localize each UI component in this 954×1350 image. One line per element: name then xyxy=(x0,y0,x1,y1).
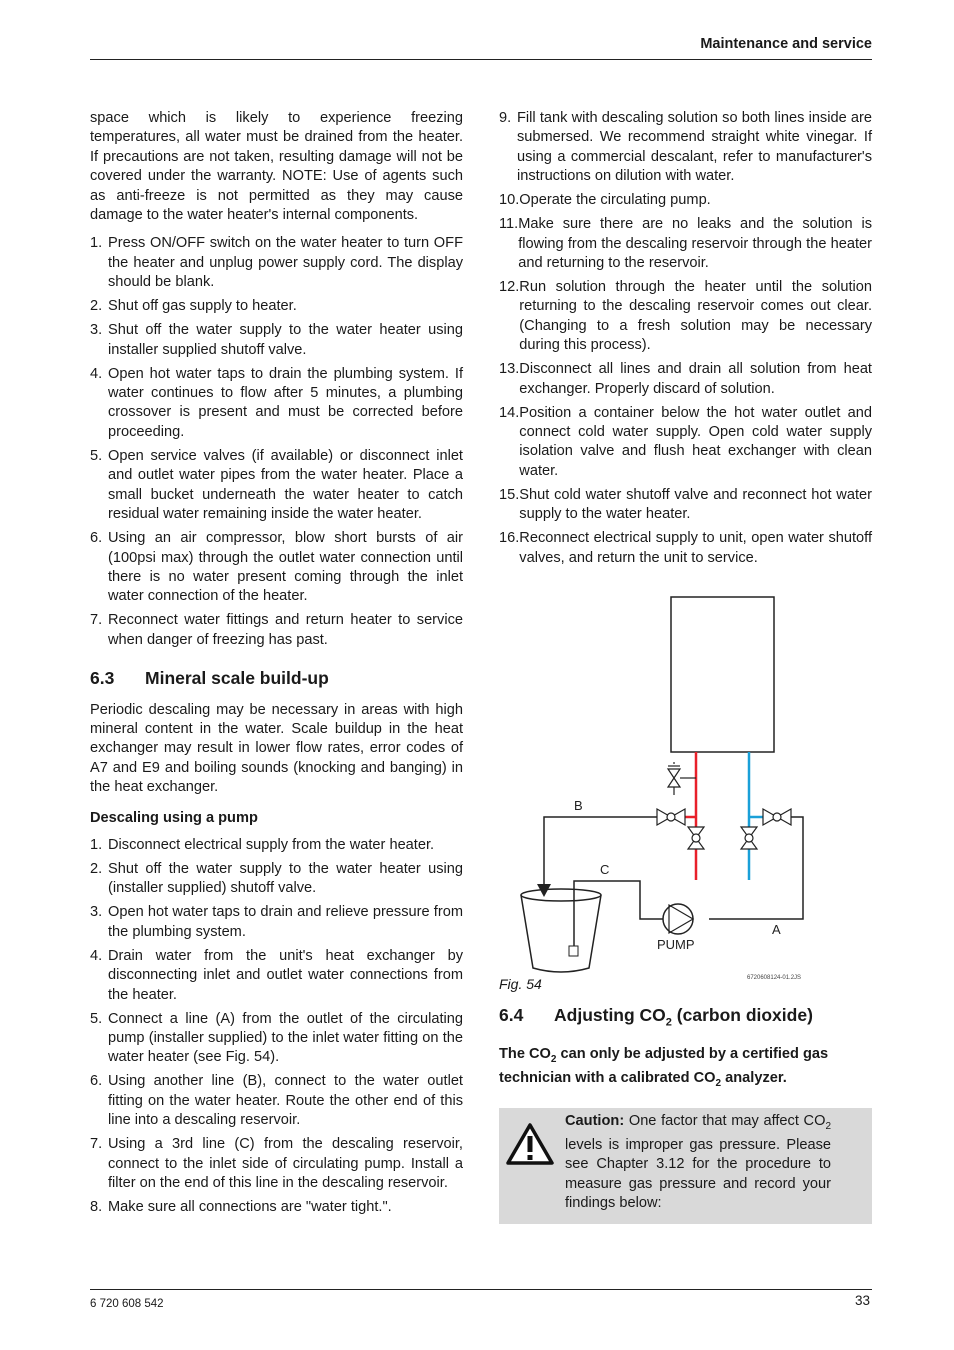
section-text: Periodic descaling may be necessary in areas with high mineral content in the water. Scale buildup in the heat exchanger may result in lower flow rates, error codes of A7 and E9 and boiling sounds (knocking and banging) in the heat exchanger. xyxy=(90,701,463,796)
pump-steps-list xyxy=(90,836,463,1217)
header-rule xyxy=(90,59,872,60)
warning-paragraph xyxy=(499,1045,872,1094)
list-item-number: 8. xyxy=(90,1199,103,1216)
subheading: Descaling using a pump xyxy=(90,809,258,826)
footer-rule xyxy=(90,1289,872,1290)
list-item xyxy=(499,529,872,568)
list-item-number: 2. xyxy=(90,860,103,877)
list-item xyxy=(499,278,872,356)
list-item xyxy=(90,234,463,292)
water-heater-box xyxy=(671,597,774,752)
bucket-icon xyxy=(521,889,601,972)
warning-sub-2: 2 xyxy=(715,1078,722,1090)
list-item xyxy=(90,1198,463,1217)
list-item-number: 13. xyxy=(499,361,520,378)
list-item-text: Open service valves (if available) or disconnect inlet and outlet water pipes from the water heater. Place a small bucket underneath the water heater to catch residual water remaining inside the water heater. xyxy=(108,447,463,523)
list-item-text: Fill tank with descaling solution so both lines inside are submersed. We recommend straight white vinegar. If using a commercial descalant, refer to manufacturer's instructions on dilution with water. xyxy=(517,110,872,185)
descaling-diagram xyxy=(499,584,872,994)
descaling-steps-list xyxy=(499,109,872,568)
caution-text-end: levels is improper gas pressure. Please see Chapter 3.12 for the procedure to measure gas pressure and record your findings below: xyxy=(565,1136,831,1212)
line-a xyxy=(709,817,803,919)
header-title: Maintenance and service xyxy=(700,36,872,52)
list-item-text: Disconnect all lines and drain all solution from heat exchanger. Properly discard of solution. xyxy=(519,361,872,397)
section-title: Mineral scale build-up xyxy=(145,668,329,689)
list-item-text: Press ON/OFF switch on the water heater to turn OFF the heater and unplug power supply cord. The display should be blank. xyxy=(108,235,463,291)
figure-caption: Fig. 54 xyxy=(499,976,542,993)
intro-paragraph: space which is likely to experience freezing temperatures, all water must be drained from the heater. If precautions are not taken, resulting damage will not be covered under the warranty. NOTE: Use of agents such as anti-freeze is not permitted as they may cause damage to the water heater's internal components. xyxy=(90,110,463,224)
section-heading-6-4 xyxy=(499,1006,872,1033)
caution-text: One factor that may affect CO xyxy=(624,1112,826,1129)
section-title xyxy=(554,1006,813,1033)
list-item xyxy=(90,860,463,899)
list-item xyxy=(499,191,872,210)
label-pump: PUMP xyxy=(657,937,695,953)
list-item xyxy=(90,529,463,607)
caution-label: Caution: xyxy=(565,1112,625,1129)
list-item-text: Position a container below the hot water outlet and connect cold water supply. Open cold water supply isolation valve and flush heat exchanger with clean water. xyxy=(519,404,872,479)
list-item-number: 3. xyxy=(90,904,103,921)
page-number: 33 xyxy=(854,1293,870,1308)
section-heading-6-3 xyxy=(90,669,463,688)
section-number: 6.4 xyxy=(499,1005,524,1026)
list-item-number: 10. xyxy=(499,192,520,209)
list-item-text: Shut cold water shutoff valve and reconnect hot water supply to the water heater. xyxy=(519,486,872,523)
list-item xyxy=(90,365,463,443)
label-a: A xyxy=(772,922,781,938)
warning-sub: 2 xyxy=(550,1053,557,1065)
list-item-text: Open hot water taps to drain the plumbing system. If water continues to flow after 5 minutes, a plumbing crossover is present and must be corrected before proceeding. xyxy=(108,365,463,440)
list-item-text: Shut off the water supply to the water heater using (installer supplied) shutoff valve. xyxy=(108,860,463,897)
list-item-text: Reconnect electrical supply to unit, open water shutoff valves, and return the unit to service. xyxy=(519,530,872,566)
list-item-text: Shut off gas supply to heater. xyxy=(108,298,297,315)
warning-text-end: analyzer. xyxy=(721,1070,787,1087)
hot-outlet-valve-icon xyxy=(657,809,685,825)
list-item-text: Using a 3rd line (C) from the descaling reservoir, connect to the inlet side of circulating pump. Install a filter on the end of this line in the descaling reservoir. xyxy=(108,1136,463,1192)
warning-text: The CO xyxy=(499,1046,551,1062)
list-item-number: 2. xyxy=(90,298,103,315)
title-subscript: 2 xyxy=(665,1016,672,1029)
list-item-number: 1. xyxy=(90,235,103,252)
list-item-number: 16. xyxy=(499,530,520,547)
list-item-text: Using an air compressor, blow short bursts of air (100psi max) through the outlet water connection until there is no water present coming through the inlet water connection of the heater. xyxy=(108,530,463,605)
list-item-number: 6. xyxy=(90,530,103,547)
cold-service-valve-icon xyxy=(741,827,757,849)
list-item-text: Using another line (B), connect to the water outlet fitting on the water heater. Route the other end of this line into a descaling reservoir. xyxy=(108,1073,463,1129)
figure-54 xyxy=(499,584,872,994)
list-item xyxy=(499,215,872,273)
left-column xyxy=(90,109,463,1222)
list-item-number: 12. xyxy=(499,279,520,296)
list-item xyxy=(90,1010,463,1068)
list-item xyxy=(499,486,872,525)
list-item-number: 9. xyxy=(499,110,512,126)
list-item-text: Disconnect electrical supply from the water heater. xyxy=(108,836,435,853)
title-text-end: (carbon dioxide) xyxy=(671,1005,813,1026)
list-item xyxy=(499,360,872,399)
list-item-text: Operate the circulating pump. xyxy=(519,192,711,209)
list-item xyxy=(90,947,463,1005)
caution-box xyxy=(499,1108,872,1224)
list-item-number: 7. xyxy=(90,612,103,629)
label-c: C xyxy=(600,862,610,878)
pump-icon xyxy=(663,904,693,934)
list-item-text: Reconnect water fittings and return heater to service when danger of freezing has past. xyxy=(108,612,463,648)
caution-sub: 2 xyxy=(825,1120,831,1132)
list-item-text: Make sure all connections are "water tight.". xyxy=(108,1199,392,1216)
list-item-number: 15. xyxy=(499,486,520,503)
hot-service-valve-icon xyxy=(688,827,704,849)
list-item-number: 6. xyxy=(90,1073,103,1090)
line-b xyxy=(544,817,657,890)
list-item xyxy=(90,1072,463,1130)
list-item xyxy=(90,297,463,316)
list-item-number: 1. xyxy=(90,836,103,853)
drain-steps-list xyxy=(90,234,463,650)
list-item-number: 11. xyxy=(499,216,519,233)
list-item-number: 4. xyxy=(90,947,103,964)
list-item xyxy=(90,903,463,942)
list-item-text: Connect a line (A) from the outlet of the circulating pump (installer supplied) to the inlet water fitting on the water heater (see Fig. 54). xyxy=(108,1010,463,1066)
figure-code: 6720608124-01.2JS xyxy=(747,975,802,982)
filter-icon xyxy=(569,946,578,956)
list-item xyxy=(90,611,463,650)
list-item-text: Shut off the water supply to the water heater using installer supplied shutoff valve. xyxy=(108,322,463,358)
list-item xyxy=(90,1135,463,1193)
list-item xyxy=(90,321,463,360)
document-number: 6 720 608 542 xyxy=(90,1298,164,1310)
warning-text-mid: can only be adjusted by a certified gas technician with a calibrated CO xyxy=(499,1046,829,1087)
list-item-text: Open hot water taps to drain and relieve pressure from the plumbing system. xyxy=(108,904,463,940)
list-item-number: 5. xyxy=(90,447,103,464)
list-item-text: Make sure there are no leaks and the solution is flowing from the descaling reservoir through the heater and returning to the reservoir. xyxy=(518,216,872,272)
list-item xyxy=(499,109,872,187)
label-b: B xyxy=(574,798,583,814)
warning-triangle-icon xyxy=(505,1122,555,1166)
relief-valve-icon xyxy=(668,762,696,795)
title-text: Adjusting CO xyxy=(554,1005,666,1026)
list-item-number: 5. xyxy=(90,1010,103,1027)
list-item xyxy=(499,404,872,482)
list-item-text: Run solution through the heater until the solution returning to the descaling reservoir comes out clear. (Changing to a fresh solution may be necessary during this process). xyxy=(519,279,872,354)
list-item-number: 7. xyxy=(90,1136,103,1153)
list-item xyxy=(90,447,463,525)
list-item-number: 3. xyxy=(90,322,103,339)
section-number: 6.3 xyxy=(90,668,115,689)
right-column xyxy=(499,109,872,1224)
list-item xyxy=(90,836,463,855)
list-item-number: 4. xyxy=(90,365,103,382)
cold-inlet-valve-icon xyxy=(763,809,791,825)
list-item-number: 14. xyxy=(499,404,520,421)
list-item-text: Drain water from the unit's heat exchanger by disconnecting inlet and outlet water connections from the heater. xyxy=(108,947,463,1003)
